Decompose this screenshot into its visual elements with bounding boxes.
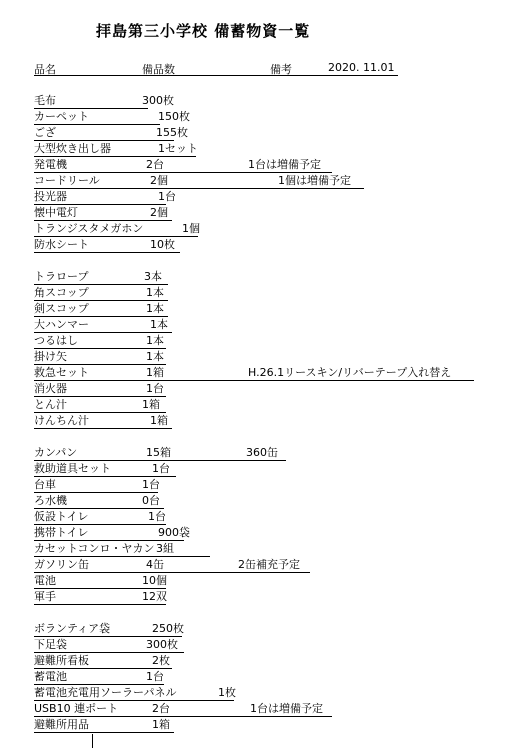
item-qty: 1台 [152, 462, 170, 475]
item-qty: 4缶 [146, 558, 164, 571]
item-qty: 1箱 [142, 398, 160, 411]
item-qty: 1本 [146, 302, 164, 315]
list-item [34, 302, 168, 317]
list-item [34, 334, 166, 349]
item-note: H.26.1リースキン/リバーテープ入れ替え [248, 366, 452, 379]
item-qty: 2台 [152, 702, 170, 715]
item-qty: 155枚 [156, 126, 188, 139]
item-name: 軍手 [34, 590, 56, 603]
item-name: 大ハンマー [34, 318, 89, 331]
item-name: 掛け矢 [34, 350, 67, 363]
item-name: 救助道具セット [34, 462, 111, 475]
item-name: カセットコンロ・ヤカン [34, 542, 155, 555]
header-qty: 備品数 [142, 63, 175, 76]
item-qty: 3本 [144, 270, 162, 283]
document-title: 拝島第三小学校 備蓄物資一覧 [96, 22, 311, 40]
list-item [34, 414, 172, 429]
list-item [34, 174, 364, 189]
list-item [34, 654, 172, 669]
item-note: 1個は増備予定 [278, 174, 351, 187]
item-qty: 1枚 [218, 686, 236, 699]
item-name: 懐中電灯 [34, 206, 78, 219]
item-qty: 1箱 [150, 414, 168, 427]
item-name: 毛布 [34, 94, 56, 107]
item-qty: 1本 [146, 334, 164, 347]
item-name: 仮設トイレ [34, 510, 89, 523]
item-qty: 1箱 [146, 366, 164, 379]
item-qty: 900袋 [158, 526, 190, 539]
list-item [34, 382, 166, 397]
item-qty: 0台 [142, 494, 160, 507]
item-name: ろ水機 [34, 494, 67, 507]
item-name: ガソリン缶 [34, 558, 89, 571]
list-item [34, 558, 310, 573]
list-item [34, 718, 174, 733]
item-qty: 1本 [146, 350, 164, 363]
item-name: 防水シート [34, 238, 89, 251]
item-qty: 150枚 [158, 110, 190, 123]
list-item [34, 366, 474, 381]
list-item [34, 350, 166, 365]
item-name: カーペット [34, 110, 89, 123]
item-name: とん汁 [34, 398, 67, 411]
list-item [34, 398, 166, 413]
list-item [34, 590, 166, 605]
item-qty: 1本 [146, 286, 164, 299]
item-name: 発電機 [34, 158, 67, 171]
item-qty: 12双 [142, 590, 167, 603]
list-item [34, 142, 196, 157]
item-name: 蓄電池充電用ソーラーパネル [34, 686, 177, 699]
item-name: ござ [34, 126, 56, 139]
text-cursor [92, 734, 93, 748]
list-item [34, 526, 190, 541]
list-item [34, 286, 168, 301]
list-item [34, 206, 172, 221]
item-note: 2缶補充予定 [238, 558, 300, 571]
item-qty: 1箱 [152, 718, 170, 731]
item-name: 救急セット [34, 366, 89, 379]
list-item [34, 318, 172, 333]
item-name: けんちん汁 [34, 414, 89, 427]
item-name: 投光器 [34, 190, 67, 203]
item-note: 360缶 [246, 446, 278, 459]
list-item [34, 238, 180, 253]
item-name: 台車 [34, 478, 56, 491]
item-name: 電池 [34, 574, 56, 587]
list-item [34, 478, 158, 493]
item-name: 角スコップ [34, 286, 89, 299]
item-name: 消火器 [34, 382, 67, 395]
list-item [34, 622, 182, 637]
item-name: コードリール [34, 174, 100, 187]
item-name: ボランティア袋 [34, 622, 111, 635]
item-qty: 300枚 [142, 94, 174, 107]
item-qty: 15箱 [146, 446, 171, 459]
item-note: 1台は増備予定 [248, 158, 321, 171]
item-qty: 300枚 [146, 638, 178, 651]
item-name: 携帯トイレ [34, 526, 89, 539]
list-item [34, 94, 174, 109]
item-name: USB10 連ポート [34, 702, 119, 715]
item-note: 1台は増備予定 [250, 702, 323, 715]
item-qty: 2台 [146, 158, 164, 171]
list-item [34, 686, 234, 701]
list-item [34, 110, 190, 125]
list-item [34, 222, 198, 237]
item-qty: 10個 [142, 574, 167, 587]
item-qty: 1台 [142, 478, 160, 491]
list-item [34, 462, 176, 477]
item-qty: 250枚 [152, 622, 184, 635]
list-item [34, 510, 166, 525]
item-name: トランジスタメガホン [34, 222, 144, 235]
list-item [34, 190, 176, 205]
item-qty: 1台 [146, 382, 164, 395]
list-item [34, 542, 210, 557]
list-item [34, 158, 332, 173]
header-name: 品名 [34, 63, 56, 76]
table-header [34, 61, 398, 76]
item-name: 下足袋 [34, 638, 67, 651]
item-qty: 1台 [146, 670, 164, 683]
item-qty: 1個 [182, 222, 200, 235]
list-item [34, 702, 332, 717]
item-qty: 1本 [150, 318, 168, 331]
header-note: 備考 [270, 63, 292, 76]
item-name: 避難所看板 [34, 654, 89, 667]
item-qty: 2個 [150, 174, 168, 187]
item-qty: 1セット [158, 142, 198, 155]
item-qty: 10枚 [150, 238, 175, 251]
item-qty: 1台 [148, 510, 166, 523]
item-qty: 2枚 [152, 654, 170, 667]
item-name: 大型炊き出し器 [34, 142, 111, 155]
list-item [34, 270, 168, 285]
item-name: トラロープ [34, 270, 89, 283]
item-qty: 3組 [156, 542, 174, 555]
item-qty: 1台 [158, 190, 176, 203]
item-name: 避難所用品 [34, 718, 89, 731]
item-name: 蓄電池 [34, 670, 67, 683]
list-item [34, 670, 164, 685]
list-item [34, 638, 184, 653]
item-name: カンパン [34, 446, 78, 459]
list-item [34, 446, 286, 461]
list-item [34, 494, 164, 509]
list-item [34, 126, 188, 141]
item-qty: 2個 [150, 206, 168, 219]
item-name: 剣スコップ [34, 302, 89, 315]
item-name: つるはし [34, 334, 78, 347]
header-date: 2020. 11.01 [328, 61, 395, 74]
list-item [34, 574, 166, 589]
